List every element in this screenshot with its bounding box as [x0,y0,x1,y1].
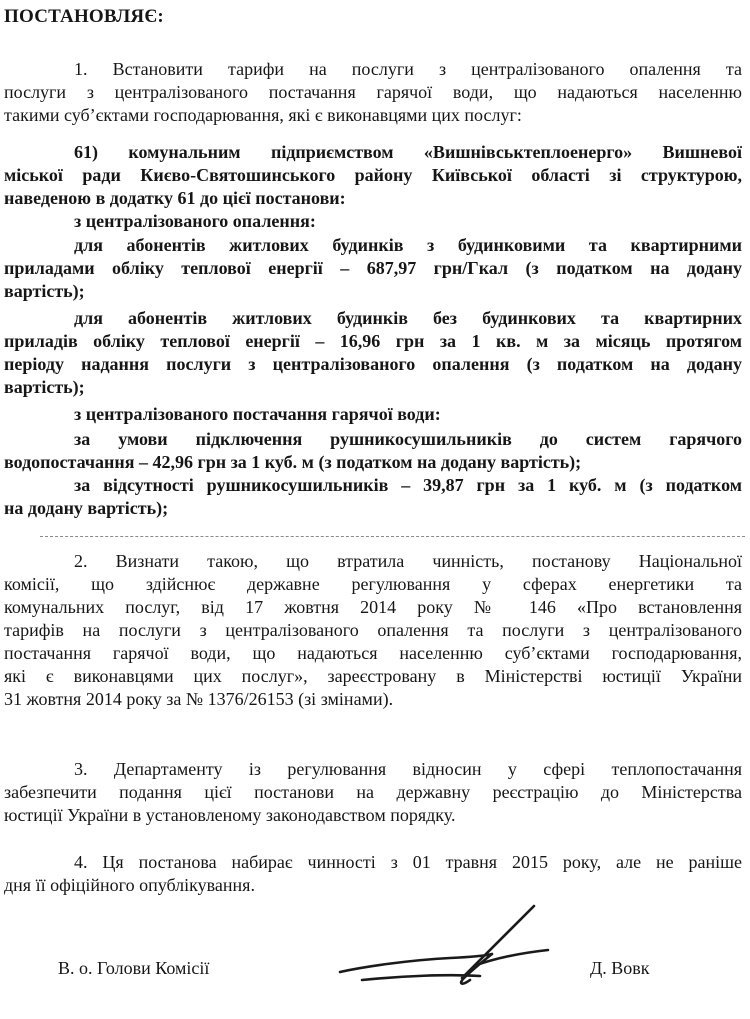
item1-line-3: такими суб’єктами господарювання, які є виконавцями цих послуг: [4,105,522,125]
section-separator [40,536,745,537]
hot-water-without-dryers-line-2: на додану вартість); [4,498,169,518]
heating-without-meters-line-1: для абонентів житлових будинків без будинкових та квартирних [74,308,742,328]
item4-line-2: дня її офіційного опублікування. [4,875,255,895]
hot-water-with-dryers-line-2: водопостачання – 42,96 грн за 1 куб. м (з податком на додану вартість); [4,452,582,472]
item2-line-5: постачання гарячої води, що надаються населенню суб’єктами господарювання, [4,643,742,663]
heating-without-meters-line-4: вартість); [4,377,85,397]
heating-title: з централізованого опалення: [74,211,316,231]
item3-line-1: 3. Департаменту із регулювання відносин у сфері теплопостачання [74,759,742,779]
item2-line-2: комісії, що здійснює державне регулювання у сферах енергетики та [4,574,742,594]
item1-line-1: 1. Встановити тарифи на послуги з централізованого опалення та [74,59,742,79]
hot-water-with-dryers-line-1: за умови підключення рушникосушильників до систем гарячого [74,429,742,449]
heating-without-meters-line-2: приладів обліку теплової енергії – 16,96 грн за 1 кв. м за місяць протягом [4,331,742,351]
hot-water-title: з централізованого постачання гарячої води: [74,404,441,424]
heating-with-meters-line-1: для абонентів житлових будинків з будинковими та квартирними [74,235,742,255]
item3-line-3: юстиції України в установленому законодавством порядку. [4,805,456,825]
item2-line-1: 2. Визнати такою, що втратила чинність, постанову Національної [74,551,742,571]
entity61-line-3: наведеною в додатку 61 до цієї постанови: [4,188,346,208]
item2-line-4: тарифів на послуги з централізованого опалення та послуги з централізованого [4,620,742,640]
handwritten-signature [322,900,572,1000]
heating-without-meters-line-3: періоду надання послуги з централізованого опалення (з податком на додану [4,354,742,374]
item2-line-3: комунальних послуг, від 17 жовтня 2014 року № 146 «Про встановлення [4,597,742,617]
heating-with-meters-line-2: приладами обліку теплової енергії – 687,97 грн/Гкал (з податком на додану [4,258,742,278]
hot-water-without-dryers-line-1: за відсутності рушникосушильників – 39,87 грн за 1 куб. м (з податком [74,475,742,495]
item2-line-6: які є виконавцями цих послуг», зареєстровану в Міністерстві юстиції України [4,666,742,686]
signatory-position: В. о. Голови Комісії [58,958,210,978]
signatory-name: Д. Вовк [590,958,650,978]
heating-with-meters-line-3: вартість); [4,281,85,301]
entity61-line-1: 61) комунальним підприємством «Вишнівськтеплоенерго» Вишневої [74,142,742,162]
item1-line-2: послуги з централізованого постачання гарячої води, що надаються населенню [4,82,742,102]
item4-line-1: 4. Ця постанова набирає чинності з 01 травня 2015 року, але не раніше [74,852,742,872]
entity61-line-2: міської ради Києво-Святошинського району Київської області зі структурою, [4,165,742,185]
document-heading: ПОСТАНОВЛЯЄ: [4,6,164,27]
item2-line-7: 31 жовтня 2014 року за № 1376/26153 (зі змінами). [4,689,394,709]
item3-line-2: забезпечити подання цієї постанови на державну реєстрацію до Міністерства [4,782,742,802]
